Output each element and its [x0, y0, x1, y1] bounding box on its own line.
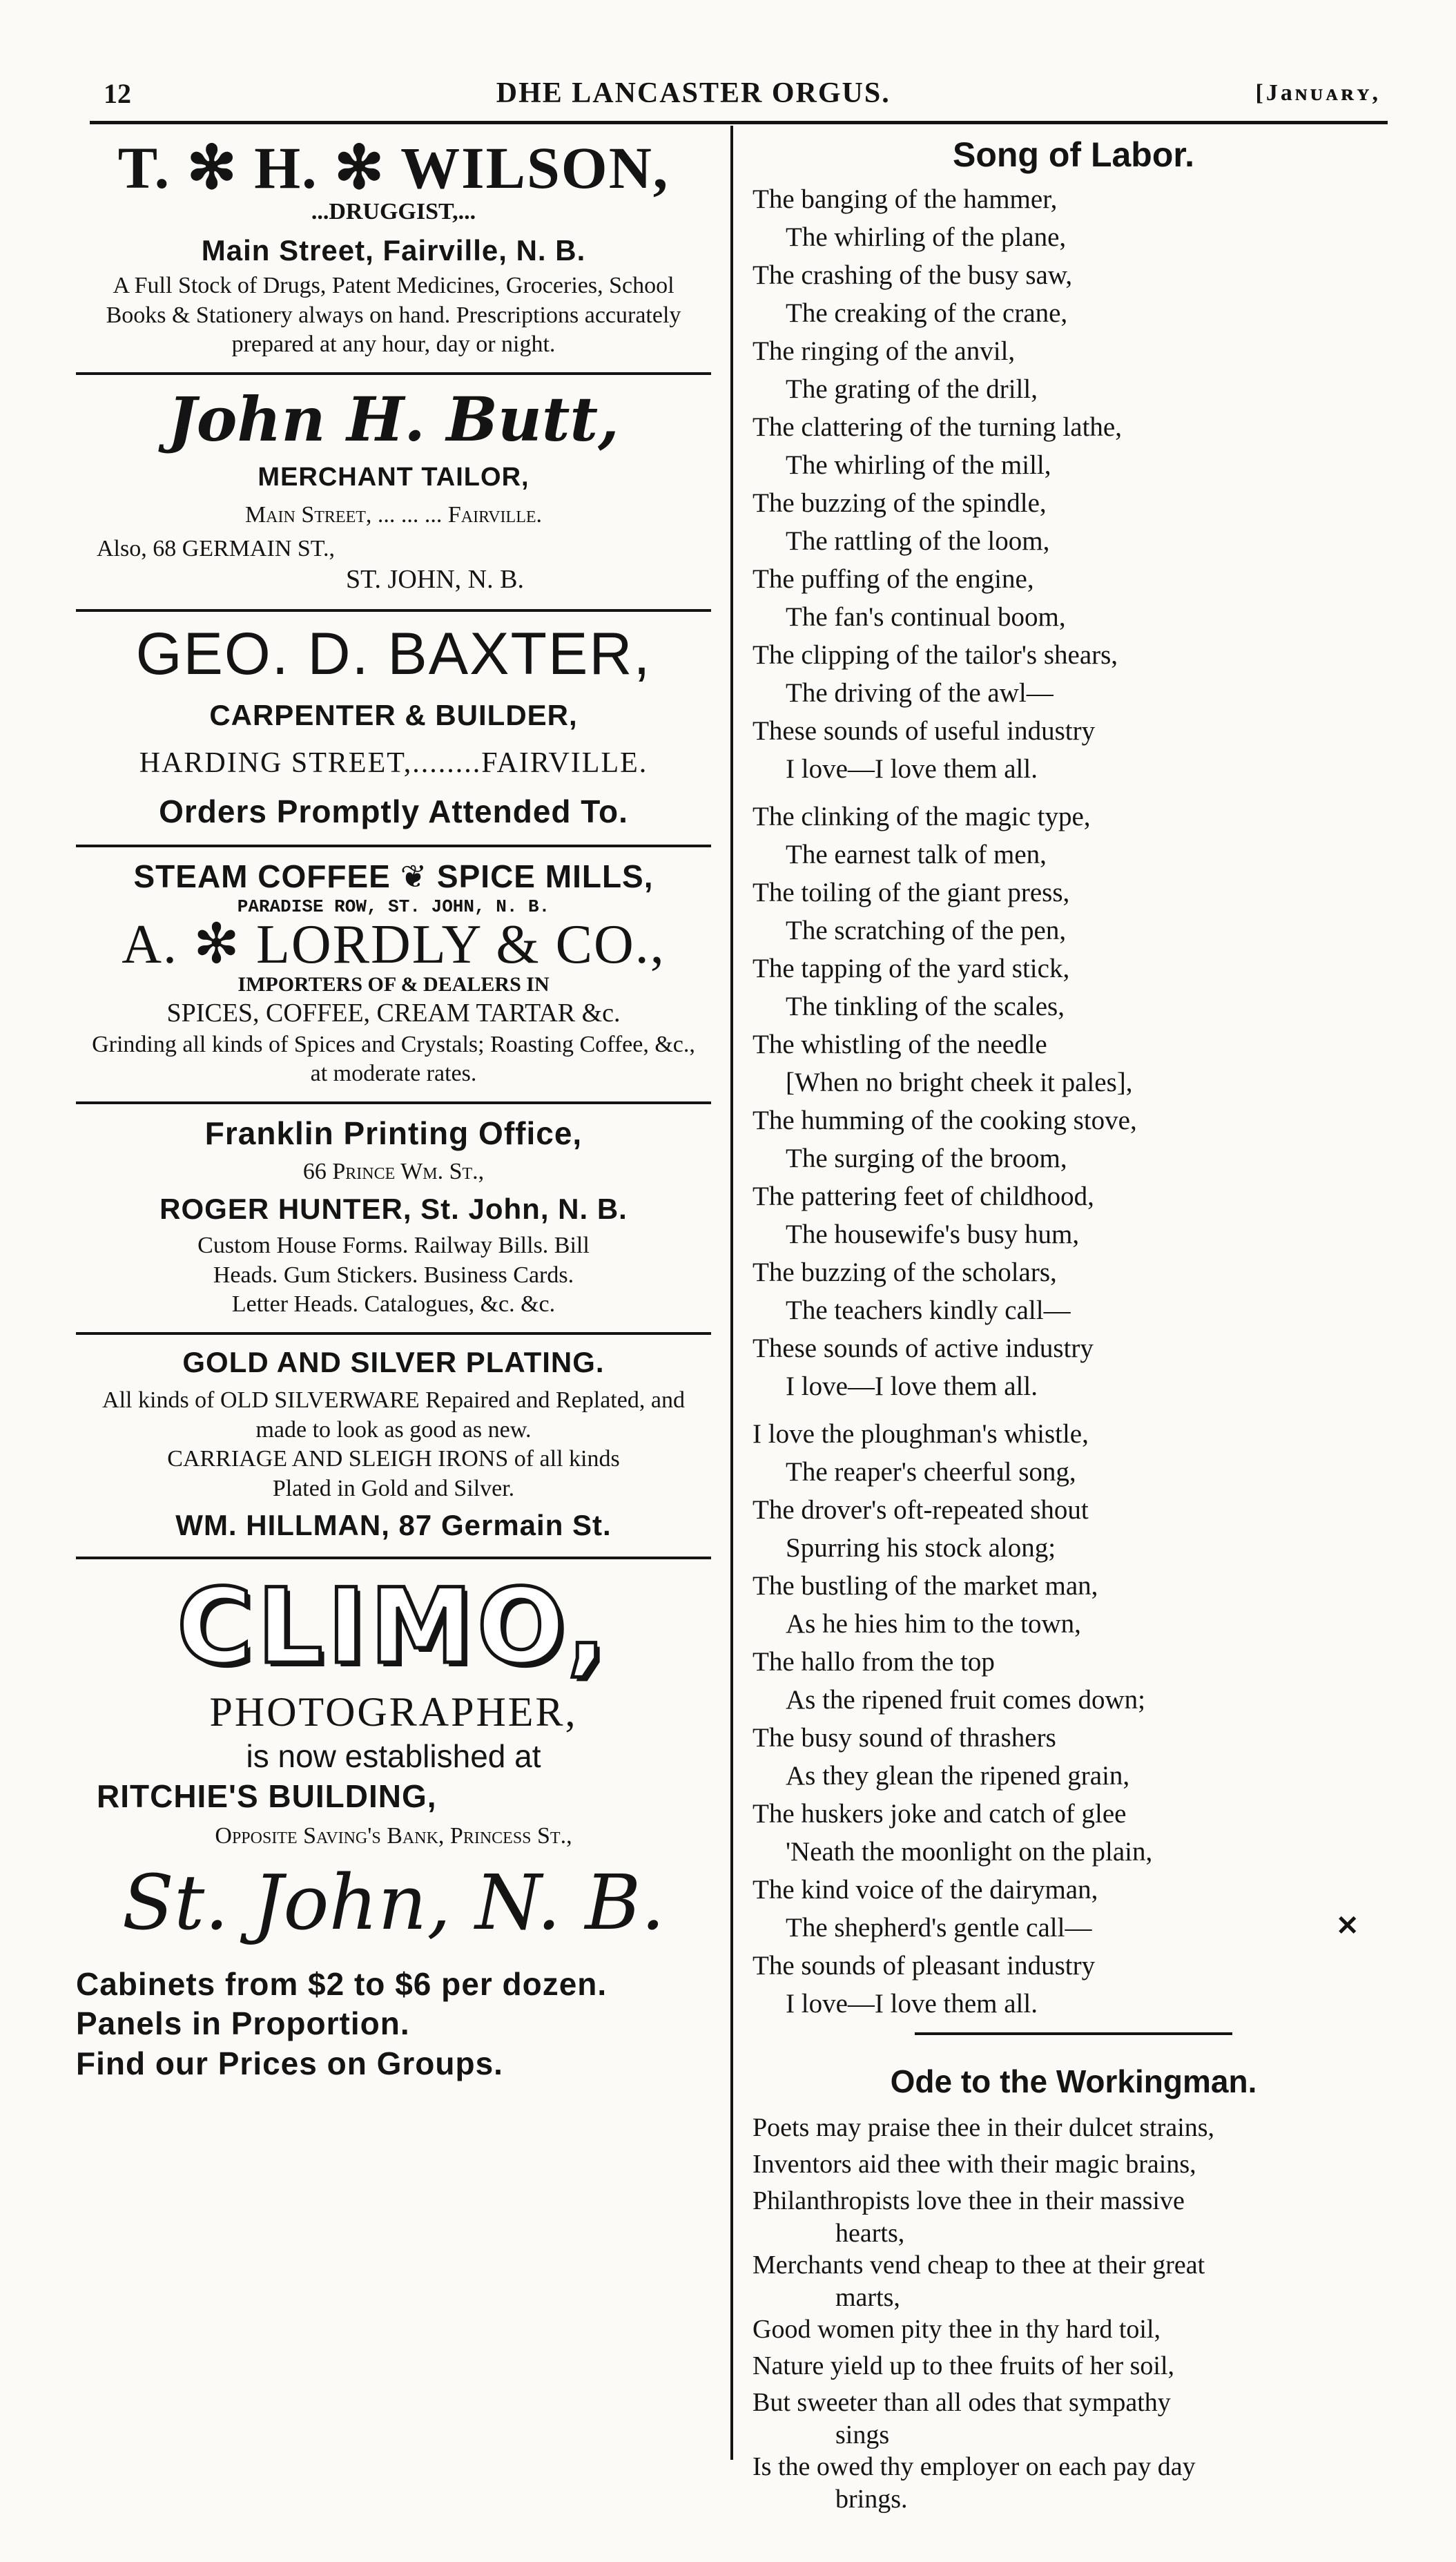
poem-line: The grating of the drill,: [786, 374, 1038, 404]
ad-franklin-line1: Custom House Forms. Railway Bills. Bill: [197, 1233, 590, 1259]
ad-lordly-name: A. ✻ LORDLY & CO.,: [122, 914, 666, 976]
ad-climo-building: RITCHIE'S BUILDING,: [97, 1778, 437, 1814]
ode-line: Is the owed thy employer on each pay day: [753, 2452, 1196, 2481]
poem-line: The whirling of the plane,: [786, 222, 1067, 252]
ode-body: [753, 2110, 1395, 2513]
song-of-labor-body: [753, 180, 1395, 2023]
song-stanza: [753, 798, 1395, 1405]
ad-climo-trade: PHOTOGRAPHER,: [209, 1689, 578, 1735]
ode-line: Philanthropists love thee in their massive: [753, 2186, 1185, 2215]
poem-line: The fan's continual boom,: [786, 602, 1066, 632]
ad-franklin-line2: Heads. Gum Stickers. Business Cards.: [213, 1262, 574, 1288]
ode-line: Poets may praise thee in their dulcet strains,: [753, 2113, 1215, 2142]
ad-climo-line1: is now established at: [246, 1738, 541, 1775]
poem-line: The shepherd's gentle call—: [786, 1913, 1092, 1943]
ad-lordly-importers: IMPORTERS OF & DEALERS IN: [237, 973, 550, 996]
poem-separator-rule: [915, 2032, 1232, 2035]
poem-line: The teachers kindly call—: [786, 1296, 1071, 1325]
publication-title: DHE LANCASTER ORGUS.: [496, 77, 891, 109]
ad-hillman-body3: Plated in Gold and Silver.: [272, 1475, 515, 1501]
poem-line: The clinking of the magic type,: [753, 802, 1091, 831]
poem-line: The creaking of the crane,: [786, 298, 1068, 328]
ad-franklin-printing: [76, 1104, 711, 1335]
poem-line: [When no bright cheek it pales],: [786, 1068, 1133, 1097]
ode-line: Merchants vend cheap to thee at their great: [753, 2251, 1205, 2280]
poem-line: The sounds of pleasant industry: [753, 1951, 1096, 1981]
ad-lordly-goods: SPICES, COFFEE, CREAM TARTAR &c.: [166, 999, 621, 1028]
ad-franklin-address: 66 Prince Wm. St.,: [302, 1159, 485, 1185]
poem-line: The pattering feet of childhood,: [753, 1182, 1094, 1211]
page-number: 12: [104, 77, 131, 109]
ad-hillman-body1: All kinds of OLD SILVERWARE Repaired and Replated, and made to look as good as new.: [102, 1387, 685, 1443]
ad-franklin-line3: Letter Heads. Catalogues, &c. &c.: [231, 1291, 556, 1318]
poem-line: The housewife's busy hum,: [786, 1220, 1080, 1249]
ad-franklin-proprietor: ROGER HUNTER, St. John, N. B.: [159, 1192, 628, 1225]
ad-lordly-spice-mills: [76, 847, 711, 1104]
poem-line: The tinkling of the scales,: [786, 992, 1065, 1021]
ode-line: Nature yield up to thee fruits of her soil,: [753, 2351, 1175, 2380]
ode-line-continuation: sings: [835, 2420, 890, 2449]
ad-butt-line3: ST. JOHN, N. B.: [346, 565, 524, 595]
header-rule: [90, 121, 1388, 124]
column-divider: [730, 126, 733, 2460]
ad-hillman-body2: CARRIAGE AND SLEIGH IRONS of all kinds: [167, 1446, 620, 1472]
song-stanza: [753, 1415, 1395, 2023]
ad-butt-name: John H. Butt,: [168, 383, 619, 455]
song-of-labor-title: Song of Labor.: [953, 135, 1194, 174]
ode-line: Good women pity thee in thy hard toil,: [753, 2315, 1161, 2344]
poem-line: The crashing of the busy saw,: [753, 260, 1073, 290]
ad-hillman-name: WM. HILLMAN, 87 Germain St.: [175, 1509, 612, 1542]
poem-line: The busy sound of thrashers: [753, 1723, 1056, 1753]
ad-lordly-mills: STEAM COFFEE ❦ SPICE MILLS,: [133, 858, 654, 894]
ad-butt-tailor: [76, 375, 711, 612]
poem-line: The ringing of the anvil,: [753, 336, 1016, 366]
ode-line: But sweeter than all odes that sympathy: [753, 2388, 1171, 2417]
poem-line: The reaper's cheerful song,: [786, 1457, 1076, 1487]
song-stanza: [753, 180, 1395, 788]
ad-butt-line1: Main Street, ... ... ... Fairville.: [244, 502, 543, 528]
poem-line: The clipping of the tailor's shears,: [753, 640, 1118, 670]
ad-climo-price2: Panels in Proportion.: [76, 2005, 410, 2042]
poem-line: As the ripened fruit comes down;: [786, 1685, 1145, 1715]
poems-column: [753, 135, 1395, 2513]
poem-line: The driving of the awl—: [786, 678, 1054, 708]
poem-line: The kind voice of the dairyman,: [753, 1875, 1098, 1905]
ad-lordly-location: PARADISE ROW, ST. JOHN, N. B.: [237, 896, 550, 918]
poem-line: The puffing of the engine,: [753, 564, 1034, 594]
ad-wilson-body: A Full Stock of Drugs, Patent Medicines, Groceries, School Books & Stationery always on hand. Prescriptions accurately prepared at any hour, day or night.: [106, 273, 681, 357]
poem-line: I love the ploughman's whistle,: [753, 1419, 1089, 1449]
ad-baxter-address: HARDING STREET,........FAIRVILLE.: [139, 747, 648, 779]
poem-line: The toiling of the giant press,: [753, 878, 1070, 907]
ode-line-continuation: brings.: [835, 2485, 908, 2514]
poem-line: I love—I love them all.: [786, 754, 1038, 784]
advertisements-column: [76, 135, 711, 2096]
ad-climo-opposite: Opposite Saving's Bank, Princess St.,: [215, 1823, 572, 1849]
ad-butt-trade: MERCHANT TAILOR,: [258, 462, 530, 492]
poem-line: The earnest talk of men,: [786, 840, 1047, 869]
ad-climo-photographer: [76, 1559, 711, 2097]
ad-hillman-heading: GOLD AND SILVER PLATING.: [182, 1345, 605, 1378]
poem-line: The surging of the broom,: [786, 1144, 1067, 1173]
ad-baxter-tagline: Orders Promptly Attended To.: [159, 793, 628, 830]
ad-baxter-name: GEO. D. BAXTER,: [135, 620, 652, 687]
poem-line: Spurring his stock along;: [786, 1533, 1056, 1563]
poem-line: These sounds of useful industry: [753, 716, 1096, 746]
poem-line: The tapping of the yard stick,: [753, 954, 1070, 983]
ad-wilson-name: T. ✻ H. ✻ WILSON,: [117, 135, 670, 201]
poem-line: The bustling of the market man,: [753, 1571, 1098, 1601]
poem-line: As they glean the ripened grain,: [786, 1761, 1130, 1791]
poem-line: The whistling of the needle: [753, 1030, 1047, 1059]
ad-lordly-body: Grinding all kinds of Spices and Crystals; Roasting Coffee, &c., at moderate rates.: [92, 1031, 695, 1087]
ad-wilson-druggist: [76, 135, 711, 375]
issue-month: [Jaɴᴜᴀʀʏ,: [1255, 80, 1381, 106]
poem-line: These sounds of active industry: [753, 1333, 1094, 1363]
ad-climo-name: CLIMO,: [177, 1566, 610, 1687]
ode-line-continuation: hearts,: [835, 2219, 905, 2248]
ad-wilson-address: Main Street, Fairville, N. B.: [201, 233, 586, 267]
poem-line: The hallo from the top: [753, 1647, 995, 1677]
ad-climo-city: St. John, N. B.: [122, 1858, 666, 1947]
poem-line: The buzzing of the scholars,: [753, 1258, 1057, 1287]
poem-line: The clattering of the turning lathe,: [753, 412, 1122, 442]
ad-climo-price1: Cabinets from $2 to $6 per dozen.: [76, 1965, 608, 2002]
poem-line: The drover's oft-repeated shout: [753, 1495, 1089, 1525]
ad-climo-price3: Find our Prices on Groups.: [76, 2045, 503, 2081]
ode-line: Inventors aid thee with their magic brains,: [753, 2150, 1196, 2179]
poem-line: The buzzing of the spindle,: [753, 488, 1047, 518]
poem-line: The scratching of the pen,: [786, 916, 1067, 945]
ad-baxter-trade: CARPENTER & BUILDER,: [209, 699, 578, 732]
printer-mark: ✕: [1336, 1910, 1359, 1941]
poem-line: 'Neath the moonlight on the plain,: [786, 1837, 1153, 1867]
ad-wilson-trade: ...DRUGGIST,...: [311, 199, 476, 224]
ode-title: Ode to the Workingman.: [890, 2063, 1257, 2099]
poem-line: The whirling of the mill,: [786, 450, 1051, 480]
ad-butt-line2: Also, 68 GERMAIN ST.,: [97, 535, 336, 561]
poem-line: I love—I love them all.: [786, 1989, 1038, 2019]
poem-line: I love—I love them all.: [786, 1371, 1038, 1401]
ad-franklin-name: Franklin Printing Office,: [204, 1115, 583, 1151]
ode-line-continuation: marts,: [835, 2283, 900, 2312]
poem-line: The huskers joke and catch of glee: [753, 1799, 1127, 1829]
poem-line: The banging of the hammer,: [753, 184, 1058, 214]
poem-line: As he hies him to the town,: [786, 1609, 1081, 1639]
ad-baxter-builder: [76, 612, 711, 847]
poem-line: The rattling of the loom,: [786, 526, 1050, 556]
page-header: [104, 73, 1381, 114]
ad-hillman-plating: [76, 1335, 711, 1559]
poem-line: The humming of the cooking stove,: [753, 1106, 1137, 1135]
